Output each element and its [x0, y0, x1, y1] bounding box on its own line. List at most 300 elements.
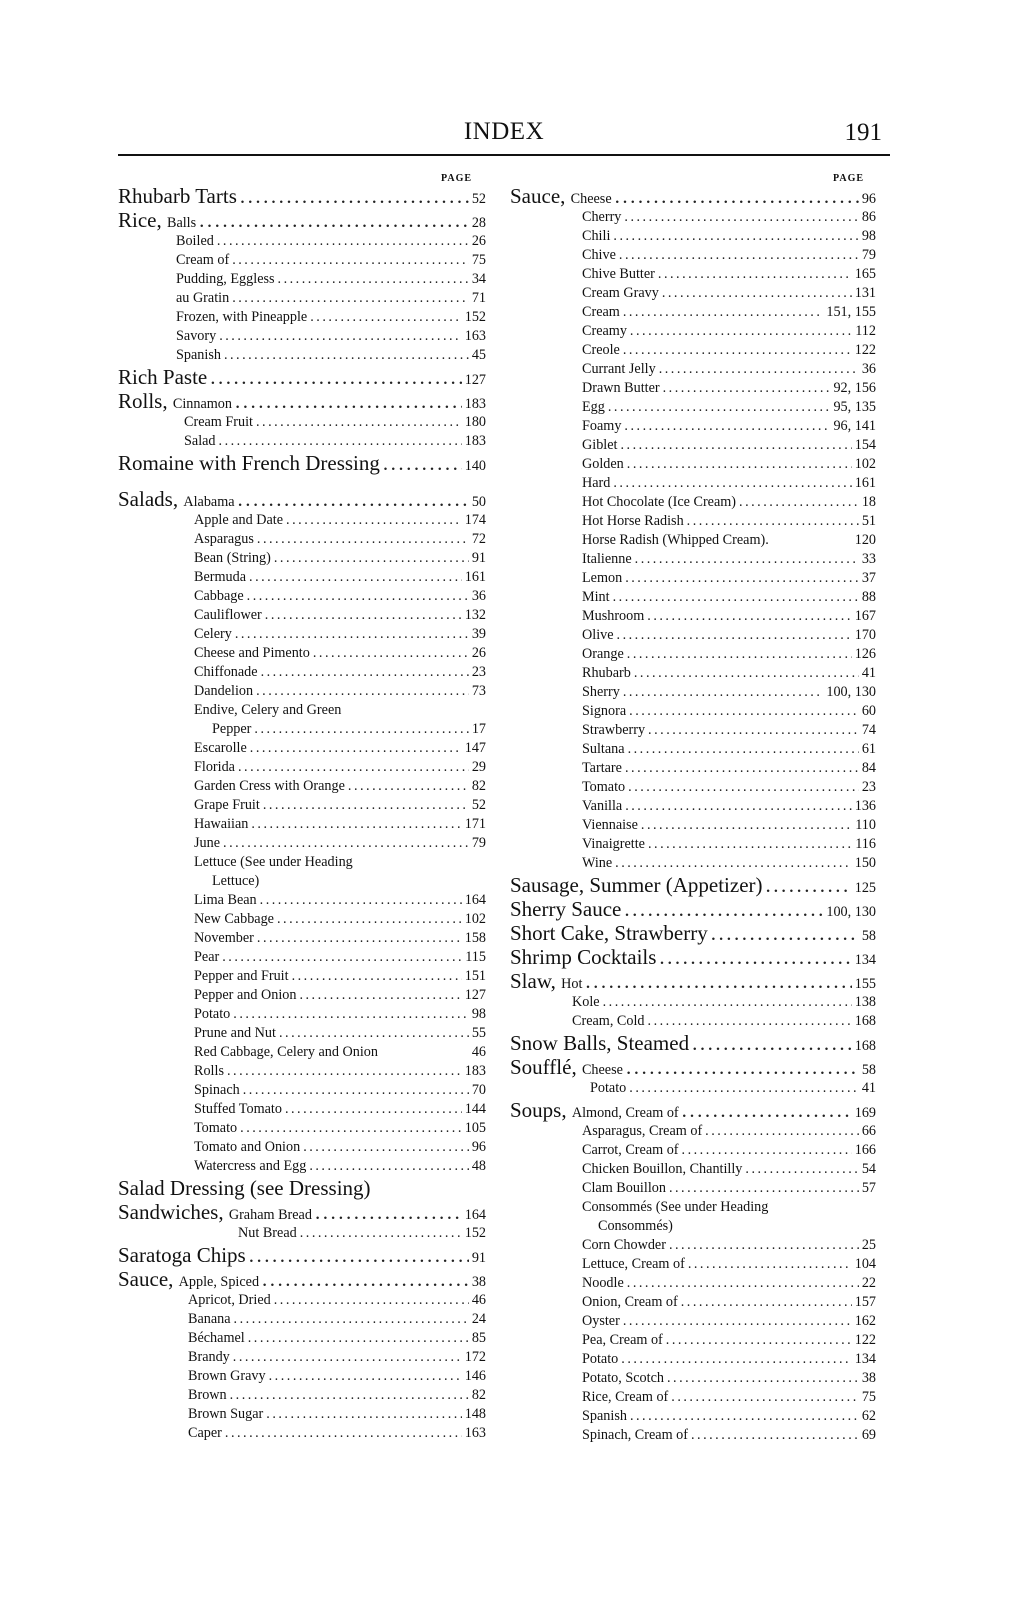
- index-entry: [510, 873, 876, 897]
- entry-label: Cream Fruit: [184, 414, 253, 430]
- entry-heading: Sandwiches,: [118, 1200, 229, 1224]
- entry-label: Prune and Nut: [194, 1025, 276, 1041]
- dot-leader: [262, 1267, 469, 1291]
- dot-leader: [238, 487, 469, 511]
- entry-label: Bean (String): [194, 550, 271, 566]
- dot-leader: [383, 451, 462, 475]
- header-rule: [118, 154, 890, 156]
- entry-page-number: 34: [471, 271, 486, 287]
- entry-label: Consommés (See under Heading: [582, 1199, 769, 1215]
- dot-leader: [256, 413, 462, 432]
- entry-label: Vinaigrette: [582, 836, 645, 852]
- index-entry: [118, 1267, 486, 1291]
- dot-leader: [251, 815, 461, 834]
- index-entry: [118, 327, 486, 346]
- entry-label: Apple and Date: [194, 512, 284, 528]
- index-entry: [118, 910, 486, 929]
- index-entry: [510, 1407, 876, 1426]
- entry-label: Bermuda: [194, 569, 247, 585]
- entry-page-number: 62: [861, 1408, 876, 1424]
- entry-page-number: 180: [464, 414, 486, 430]
- entry-page-number: 54: [861, 1161, 876, 1177]
- dot-leader: [278, 270, 469, 289]
- entry-label: Hot Chocolate (Ice Cream): [582, 494, 737, 510]
- index-entry: [510, 184, 876, 208]
- entry-page-number: 75: [861, 1389, 876, 1405]
- entry-page-number: 25: [861, 1237, 876, 1253]
- entry-page-number: 95, 135: [833, 399, 876, 415]
- dot-leader: [623, 1312, 852, 1331]
- index-entry: [510, 1331, 876, 1350]
- entry-page-number: 96: [861, 191, 876, 207]
- dot-leader: [232, 289, 469, 308]
- dot-leader: [624, 208, 858, 227]
- entry-page-number: 17: [471, 721, 486, 737]
- entry-label: Cauliflower: [194, 607, 262, 623]
- entry-page-number: 52: [471, 797, 486, 813]
- entry-page-number: 70: [471, 1082, 486, 1098]
- index-entry: [118, 1310, 486, 1329]
- entry-label: Tomato: [582, 779, 626, 795]
- entry-page-number: 36: [861, 361, 876, 377]
- dot-leader: [623, 341, 852, 360]
- dot-leader: [662, 284, 852, 303]
- entry-page-number: 116: [855, 836, 876, 852]
- index-entry: [118, 663, 486, 682]
- dot-leader: [247, 587, 469, 606]
- dot-leader: [274, 549, 469, 568]
- entry-label: Cream: [582, 304, 620, 320]
- entry-heading: Rolls,: [118, 389, 173, 413]
- entry-page-number: 148: [464, 1406, 486, 1422]
- dot-leader: [238, 758, 469, 777]
- dot-leader: [630, 1407, 859, 1426]
- index-entry: [510, 1179, 876, 1198]
- entry-page-number: 41: [861, 1080, 876, 1096]
- dot-leader: [613, 474, 851, 493]
- index-entry: [510, 1369, 876, 1388]
- entry-label: Giblet: [582, 437, 618, 453]
- entry-label: Snow Balls, Steamed: [510, 1031, 690, 1055]
- entry-heading: Rice,: [118, 208, 167, 232]
- entry-page-number: 71: [471, 290, 486, 306]
- entry-page-number: 152: [464, 1225, 486, 1241]
- dot-leader: [615, 854, 852, 873]
- entry-label: Red Cabbage, Celery and Onion: [194, 1044, 378, 1060]
- dot-leader: [233, 1005, 469, 1024]
- entry-label: Mushroom: [582, 608, 645, 624]
- entry-page-number: 127: [464, 372, 486, 388]
- dot-leader: [705, 1122, 859, 1141]
- dot-leader: [669, 1179, 859, 1198]
- entry-page-number: 100, 130: [826, 684, 876, 700]
- index-entry: [510, 683, 876, 702]
- entry-label: Chili: [582, 228, 611, 244]
- entry-page-number: 163: [464, 1425, 486, 1441]
- dot-leader: [625, 569, 859, 588]
- dot-leader: [629, 1079, 859, 1098]
- dot-leader: [286, 511, 462, 530]
- entry-page-number: 161: [854, 475, 876, 491]
- index-entry: [510, 303, 876, 322]
- index-entry: [118, 587, 486, 606]
- index-entry: [510, 1312, 876, 1331]
- dot-leader: [261, 663, 469, 682]
- entry-page-number: 38: [471, 1274, 486, 1290]
- entry-heading: Soufflé,: [510, 1055, 582, 1079]
- dot-leader: [210, 365, 461, 389]
- index-entry: [118, 308, 486, 327]
- dot-leader: [613, 588, 859, 607]
- dot-leader: [745, 1160, 858, 1179]
- entry-page-number: 164: [464, 892, 486, 908]
- index-entry: [510, 664, 876, 683]
- index-entry: [510, 702, 876, 721]
- index-entry: [118, 451, 486, 475]
- entry-label: Tomato and Onion: [194, 1139, 301, 1155]
- entry-label: June: [194, 835, 221, 851]
- entry-page-number: 92, 156: [833, 380, 876, 396]
- entry-label: Grape Fruit: [194, 797, 260, 813]
- dot-leader: [234, 1310, 469, 1329]
- index-entry: [118, 1424, 486, 1443]
- entry-label: Escarolle: [194, 740, 247, 756]
- entry-label: [510, 969, 582, 996]
- entry-label: Brown: [188, 1387, 227, 1403]
- entry-page-number: 146: [464, 1368, 486, 1384]
- index-entry: [510, 455, 876, 474]
- entry-page-number: 41: [861, 665, 876, 681]
- entry-label: Rhubarb Tarts: [118, 184, 237, 208]
- index-entry: [118, 289, 486, 308]
- entry-label: Lettuce (See under Heading: [194, 854, 353, 870]
- entry-label: Frozen, with Pineapple: [176, 309, 308, 325]
- entry-label: Béchamel: [188, 1330, 245, 1346]
- entry-label: [118, 1267, 259, 1294]
- entry-page-number: 166: [854, 1142, 876, 1158]
- dot-leader: [671, 1388, 859, 1407]
- entry-page-number: 122: [854, 342, 876, 358]
- entry-heading: Sauce,: [118, 1267, 179, 1291]
- entry-page-number: 82: [471, 1387, 486, 1403]
- index-entry: [118, 606, 486, 625]
- entry-page-number: 26: [471, 233, 486, 249]
- dot-leader: [739, 493, 859, 512]
- entry-heading: Salads,: [118, 487, 184, 511]
- dot-leader: [617, 626, 852, 645]
- dot-leader: [248, 1329, 469, 1348]
- entry-label: Cream of: [176, 252, 230, 268]
- entry-label: Corn Chowder: [582, 1237, 666, 1253]
- entry-page-number: 61: [861, 741, 876, 757]
- index-entry: [118, 777, 486, 796]
- entry-page-number: 171: [464, 816, 486, 832]
- index-entry: [118, 1367, 486, 1386]
- right-page-column-heading: PAGE: [833, 173, 865, 184]
- index-entry: [510, 1141, 876, 1160]
- entry-label: Creole: [582, 342, 620, 358]
- entry-label: Sherry Sauce: [510, 897, 622, 921]
- entry-page-number: 39: [471, 626, 486, 642]
- entry-page-number: 98: [471, 1006, 486, 1022]
- dot-leader: [691, 1426, 859, 1445]
- entry-label: Lettuce): [212, 873, 260, 889]
- dot-leader: [766, 873, 852, 897]
- entry-page-number: 58: [861, 1062, 876, 1078]
- entry-label: Olive: [582, 627, 614, 643]
- index-entry: [510, 588, 876, 607]
- entry-label: Kole: [572, 994, 600, 1010]
- entry-subheading: Cinnamon: [172, 396, 232, 412]
- dot-leader: [627, 455, 852, 474]
- entry-label: Watercress and Egg: [194, 1158, 307, 1174]
- entry-label: Mint: [582, 589, 610, 605]
- entry-page-number: 165: [854, 266, 876, 282]
- entry-label: Lettuce, Cream of: [582, 1256, 685, 1272]
- entry-label: Asparagus: [194, 531, 254, 547]
- dot-leader: [257, 929, 462, 948]
- dot-leader: [687, 512, 859, 531]
- dot-leader: [269, 1367, 462, 1386]
- entry-page-number: 57: [861, 1180, 876, 1196]
- entry-page-number: 167: [854, 608, 876, 624]
- dot-leader: [648, 1012, 852, 1031]
- entry-label: Stuffed Tomato: [194, 1101, 282, 1117]
- entry-label: Savory: [176, 328, 217, 344]
- dot-leader: [232, 251, 469, 270]
- index-entry: [510, 1031, 876, 1055]
- index-entry: [510, 284, 876, 303]
- dot-leader: [658, 265, 852, 284]
- entry-label: Banana: [188, 1311, 231, 1327]
- index-entry: [118, 720, 486, 739]
- index-entry: [118, 208, 486, 232]
- entry-label: Rolls: [194, 1063, 224, 1079]
- entry-page-number: 134: [854, 952, 876, 968]
- entry-label: Chicken Bouillon, Chantilly: [582, 1161, 743, 1177]
- index-entry: [510, 1274, 876, 1293]
- index-entry: [118, 549, 486, 568]
- entry-label: Pepper and Onion: [194, 987, 297, 1003]
- dot-leader: [634, 664, 859, 683]
- dot-leader: [688, 1255, 852, 1274]
- dot-leader: [299, 986, 461, 1005]
- dot-leader: [667, 1369, 859, 1388]
- index-entry: [510, 645, 876, 664]
- dot-leader: [227, 1062, 462, 1081]
- entry-page-number: 140: [464, 458, 486, 474]
- index-entry: [510, 360, 876, 379]
- dot-leader: [630, 322, 852, 341]
- index-entry: [510, 1388, 876, 1407]
- dot-leader: [217, 232, 469, 251]
- dot-leader: [625, 797, 852, 816]
- dot-leader: [292, 967, 462, 986]
- index-entry: [510, 246, 876, 265]
- index-entry: [118, 1081, 486, 1100]
- index-entry: [118, 834, 486, 853]
- index-entry: [118, 948, 486, 967]
- dot-leader: [635, 550, 859, 569]
- dot-leader: [615, 184, 859, 208]
- entry-label: Pear: [194, 949, 220, 965]
- entry-page-number: 174: [464, 512, 486, 528]
- index-entry: [118, 1043, 486, 1062]
- entry-label: Wine: [582, 855, 613, 871]
- entry-page-number: 37: [861, 570, 876, 586]
- entry-label: [118, 1200, 312, 1227]
- index-entry: [510, 1293, 876, 1312]
- entry-label: [118, 208, 196, 235]
- entry-subheading: Cheese: [570, 191, 612, 207]
- entry-page-number: 86: [861, 209, 876, 225]
- dot-leader: [199, 208, 469, 232]
- dot-leader: [621, 1350, 851, 1369]
- page-title: INDEX: [463, 118, 545, 145]
- index-entry: [510, 945, 876, 969]
- dot-leader: [250, 739, 462, 758]
- entry-page-number: 162: [854, 1313, 876, 1329]
- entry-label: Cheese and Pimento: [194, 645, 310, 661]
- dot-leader: [230, 1386, 469, 1405]
- dot-leader: [659, 360, 859, 379]
- index-entry: [118, 487, 486, 511]
- entry-page-number: 104: [854, 1256, 876, 1272]
- entry-label: Caper: [188, 1425, 222, 1441]
- entry-label: Lemon: [582, 570, 623, 586]
- dot-leader: [711, 921, 859, 945]
- entry-page-number: 169: [854, 1105, 876, 1121]
- index-entry: [118, 853, 486, 872]
- entry-page-number: 50: [471, 494, 486, 510]
- dot-leader: [285, 1100, 462, 1119]
- index-entry: [510, 398, 876, 417]
- entry-label: Rice, Cream of: [582, 1389, 669, 1405]
- index-entry: [510, 626, 876, 645]
- index-entry: [118, 1062, 486, 1081]
- entry-page-number: 96: [471, 1139, 486, 1155]
- entry-page-number: 127: [464, 987, 486, 1003]
- dot-leader: [219, 432, 462, 451]
- index-entry: [510, 341, 876, 360]
- dot-leader: [628, 740, 859, 759]
- entry-page-number: 33: [861, 551, 876, 567]
- entry-label: Consommés): [598, 1218, 673, 1234]
- entry-page-number: 98: [861, 228, 876, 244]
- entry-page-number: 18: [861, 494, 876, 510]
- index-entry: [510, 474, 876, 493]
- index-entry: [510, 1350, 876, 1369]
- entry-page-number: 183: [464, 1063, 486, 1079]
- entry-page-number: 51: [861, 513, 876, 529]
- index-column-left: [118, 184, 486, 1443]
- entry-label: Pepper and Fruit: [194, 968, 289, 984]
- entry-page-number: 52: [471, 191, 486, 207]
- entry-label: Potato: [582, 1351, 619, 1367]
- entry-label: Drawn Butter: [582, 380, 660, 396]
- index-entry: [118, 701, 486, 720]
- index-entry: [118, 346, 486, 365]
- entry-page-number: 46: [471, 1044, 486, 1060]
- entry-page-number: 172: [464, 1349, 486, 1365]
- entry-label: Egg: [582, 399, 605, 415]
- entry-label: Carrot, Cream of: [582, 1142, 679, 1158]
- entry-label: November: [194, 930, 254, 946]
- entry-page-number: 24: [471, 1311, 486, 1327]
- entry-page-number: 163: [464, 328, 486, 344]
- index-entry: [118, 796, 486, 815]
- entry-label: Celery: [194, 626, 232, 642]
- entry-label: Spinach, Cream of: [582, 1427, 688, 1443]
- entry-page-number: 102: [464, 911, 486, 927]
- index-entry: [118, 644, 486, 663]
- dot-leader: [628, 778, 859, 797]
- dot-leader: [235, 625, 469, 644]
- page-header: [118, 118, 890, 154]
- entry-label: Pudding, Eggless: [176, 271, 275, 287]
- entry-label: Cream Gravy: [582, 285, 659, 301]
- entry-label: Signora: [582, 703, 627, 719]
- dot-leader: [681, 1293, 852, 1312]
- entry-page-number: 150: [854, 855, 876, 871]
- index-entry: [118, 758, 486, 777]
- entry-label: New Cabbage: [194, 911, 274, 927]
- entry-label: Hawaiian: [194, 816, 249, 832]
- index-entry: [118, 251, 486, 270]
- dot-leader: [309, 1157, 469, 1176]
- entry-page-number: 28: [471, 215, 486, 231]
- entry-label: Sherry: [582, 684, 620, 700]
- entry-label: Oyster: [582, 1313, 620, 1329]
- dot-leader: [240, 1119, 462, 1138]
- index-entry: [118, 530, 486, 549]
- entry-subheading: Graham Bread: [228, 1207, 312, 1223]
- dot-leader: [682, 1141, 852, 1160]
- entry-label: Brown Sugar: [188, 1406, 264, 1422]
- dot-leader: [225, 1424, 462, 1443]
- index-entry: [510, 740, 876, 759]
- entry-label: Salad: [184, 433, 216, 449]
- index-entry: [118, 365, 486, 389]
- entry-page-number: 102: [854, 456, 876, 472]
- entry-label: Pea, Cream of: [582, 1332, 663, 1348]
- entry-label: Clam Bouillon: [582, 1180, 666, 1196]
- index-entry: [118, 929, 486, 948]
- index-entry: [118, 1138, 486, 1157]
- entry-label: Nut Bread: [238, 1225, 297, 1241]
- entry-page-number: 75: [471, 252, 486, 268]
- entry-page-number: 158: [464, 930, 486, 946]
- page-number: 191: [844, 119, 882, 146]
- entry-heading: Sauce,: [510, 184, 571, 208]
- entry-label: Short Cake, Strawberry: [510, 921, 708, 945]
- entry-label: Tartare: [582, 760, 622, 776]
- dot-leader: [303, 1138, 469, 1157]
- index-entry: [118, 389, 486, 413]
- entry-page-number: 132: [464, 607, 486, 623]
- index-entry: [510, 1198, 876, 1217]
- entry-page-number: 105: [464, 1120, 486, 1136]
- entry-subheading: Almond, Cream of: [571, 1105, 679, 1121]
- dot-leader: [315, 1200, 462, 1224]
- index-entry: [510, 436, 876, 455]
- dot-leader: [682, 1098, 852, 1122]
- dot-leader: [233, 1348, 462, 1367]
- entry-label: Boiled: [176, 233, 214, 249]
- entry-page-number: 58: [861, 928, 876, 944]
- entry-label: au Gratin: [176, 290, 230, 306]
- entry-label: Sausage, Summer (Appetizer): [510, 873, 763, 897]
